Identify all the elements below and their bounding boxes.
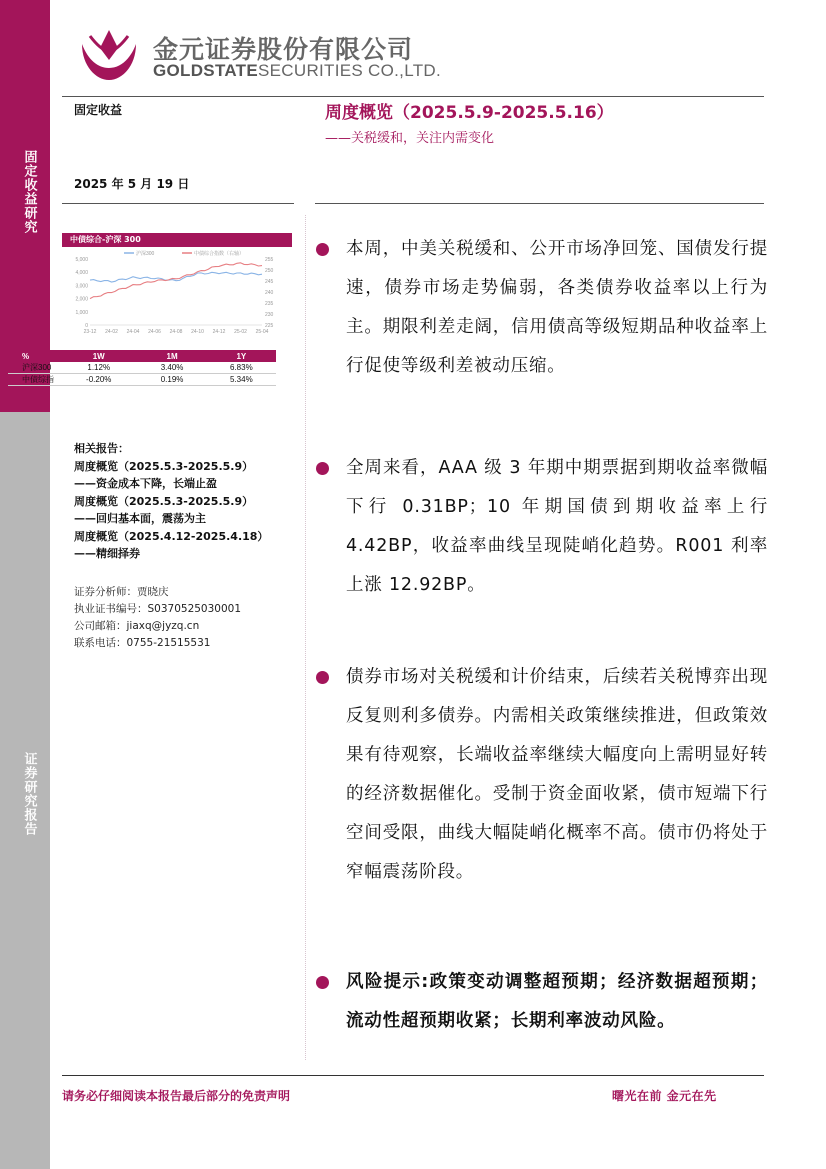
summary-bullet	[316, 230, 768, 386]
x-tick: 25-04	[255, 329, 269, 335]
company-name-en: GOLDSTATESECURITIES CO.,LTD.	[153, 61, 441, 80]
table-cell: 中债综指	[8, 374, 60, 386]
table-cell: 3.40%	[137, 362, 206, 374]
y-tick-left: 0	[85, 323, 88, 329]
report-subtitle: ——关税缓和，关注内需变化	[325, 131, 495, 146]
disclaimer-notice: 请务必仔细阅读本报告最后部分的免责声明	[62, 1089, 291, 1103]
table-cell: 6.83%	[207, 362, 276, 374]
y-tick-left: 3,000	[75, 283, 88, 290]
table-cell: 5.34%	[207, 374, 276, 386]
line-chart	[62, 247, 292, 345]
footer-divider	[62, 1075, 764, 1076]
related-report-item[interactable]: 周度概览（2025.4.12-2025.4.18）	[74, 529, 269, 543]
y-tick-left: 2,000	[75, 296, 88, 303]
related-reports	[74, 440, 268, 563]
related-reports-title: 相关报告：	[74, 442, 129, 455]
bullet-dot-icon	[316, 462, 329, 475]
table-row	[8, 374, 276, 386]
y-tick-right: 240	[265, 290, 274, 296]
y-tick-right: 235	[265, 301, 274, 307]
analyst-info	[74, 584, 241, 652]
x-tick: 24-04	[126, 329, 140, 335]
performance-table	[8, 350, 276, 386]
related-report-subtitle: ——精细择券	[74, 547, 140, 560]
table-cell: 1.12%	[60, 362, 137, 374]
table-header-cell: 1Y	[207, 350, 276, 362]
table-cell: -0.20%	[60, 374, 137, 386]
x-tick: 23-12	[83, 329, 97, 335]
analyst-email[interactable]: 公司邮箱：jiaxq@jyzq.cn	[74, 620, 200, 632]
risk-bullet	[316, 963, 768, 1041]
y-tick-left: 1,000	[75, 309, 88, 316]
analyst-name: 证券分析师：贾晓庆	[74, 586, 169, 598]
y-tick-right: 245	[265, 279, 274, 285]
related-report-item[interactable]: 周度概览（2025.5.3-2025.5.9）	[74, 459, 254, 473]
title-divider	[315, 203, 764, 204]
analyst-phone: 联系电话：0755-21515531	[74, 637, 211, 649]
y-tick-right: 255	[265, 257, 274, 263]
bullet-text: 全周来看，AAA 级 3 年期中期票据到期收益率微幅下行 0.31BP；10 年期国债到期收益率上行 4.42BP，收益率曲线呈现陡峭化趋势。R001 利率上涨 12.92BP。	[346, 458, 768, 595]
header-divider	[62, 96, 764, 97]
bullet-text: 债券市场对关税缓和计价结束，后续若关税博弈出现反复则利多债券。内需相关政策继续推进，但政策效果有待观察，长端收益率继续大幅度向上需明显好转的经济数据催化。受制于资金面收紧，债市短端下行空间受限，曲线大幅陡峭化概率不高。债市仍将处于窄幅震荡阶段。	[346, 667, 768, 882]
legend-label: 中债综合指数（右轴）	[194, 251, 245, 257]
chart-title: 中债综合-沪深 300	[62, 233, 292, 247]
y-tick-right: 225	[265, 323, 274, 329]
side-label-research: 固定收益研究	[21, 150, 37, 234]
table-header-cell: 1W	[60, 350, 137, 362]
x-tick: 24-12	[212, 329, 226, 335]
y-tick-right: 230	[265, 312, 274, 318]
bullet-text: 本周，中美关税缓和、公开市场净回笼、国债发行提速，债券市场走势偏弱，各类债券收益率以上行为主。期限利差走阔，信用债高等级短期品种收益率上行促使等级利差被动压缩。	[346, 239, 768, 376]
related-report-item[interactable]: 周度概览（2025.5.3-2025.5.9）	[74, 494, 254, 508]
footer-slogan: 曙光在前 金元在先	[612, 1089, 717, 1103]
y-tick-left: 5,000	[75, 257, 88, 263]
x-tick: 24-02	[105, 329, 118, 335]
y-tick-right: 250	[265, 268, 274, 274]
risk-text: 风险提示:政策变动调整超预期；经济数据超预期；流动性超预期收紧；长期利率波动风险。	[346, 972, 768, 1031]
y-tick-left: 4,000	[75, 270, 88, 277]
analyst-license: 执业证书编号：S0370525030001	[74, 603, 242, 615]
bullet-dot-icon	[316, 976, 329, 989]
legend-label: 沪深300	[136, 251, 155, 257]
related-report-subtitle: ——回归基本面，震荡为主	[74, 512, 206, 525]
table-cell: 0.19%	[137, 374, 206, 386]
x-tick: 25-02	[234, 329, 247, 335]
summary-bullet	[316, 449, 768, 605]
summary-bullet	[316, 658, 768, 892]
table-header-cell: %	[8, 350, 60, 362]
table-row	[8, 362, 276, 374]
report-date: 2025 年 5 月 19 日	[74, 177, 190, 191]
series-line	[90, 272, 262, 282]
company-name-cn: 金元证券股份有限公司	[153, 35, 414, 64]
side-label-report: 证券研究报告	[21, 752, 37, 836]
column-separator	[305, 215, 306, 1060]
bullet-dot-icon	[316, 243, 329, 256]
x-tick: 24-06	[148, 329, 161, 335]
x-tick: 24-08	[169, 329, 183, 335]
goldstate-logo-icon	[78, 26, 140, 82]
x-tick: 24-10	[191, 329, 204, 335]
related-report-subtitle: ——资金成本下降，长端止盈	[74, 477, 217, 490]
table-header-cell: 1M	[137, 350, 206, 362]
left-divider	[62, 203, 294, 204]
table-cell: 沪深300	[8, 362, 60, 374]
report-category: 固定收益	[74, 103, 123, 117]
report-title: 周度概览（2025.5.9-2025.5.16）	[325, 103, 614, 123]
bullet-dot-icon	[316, 671, 329, 684]
